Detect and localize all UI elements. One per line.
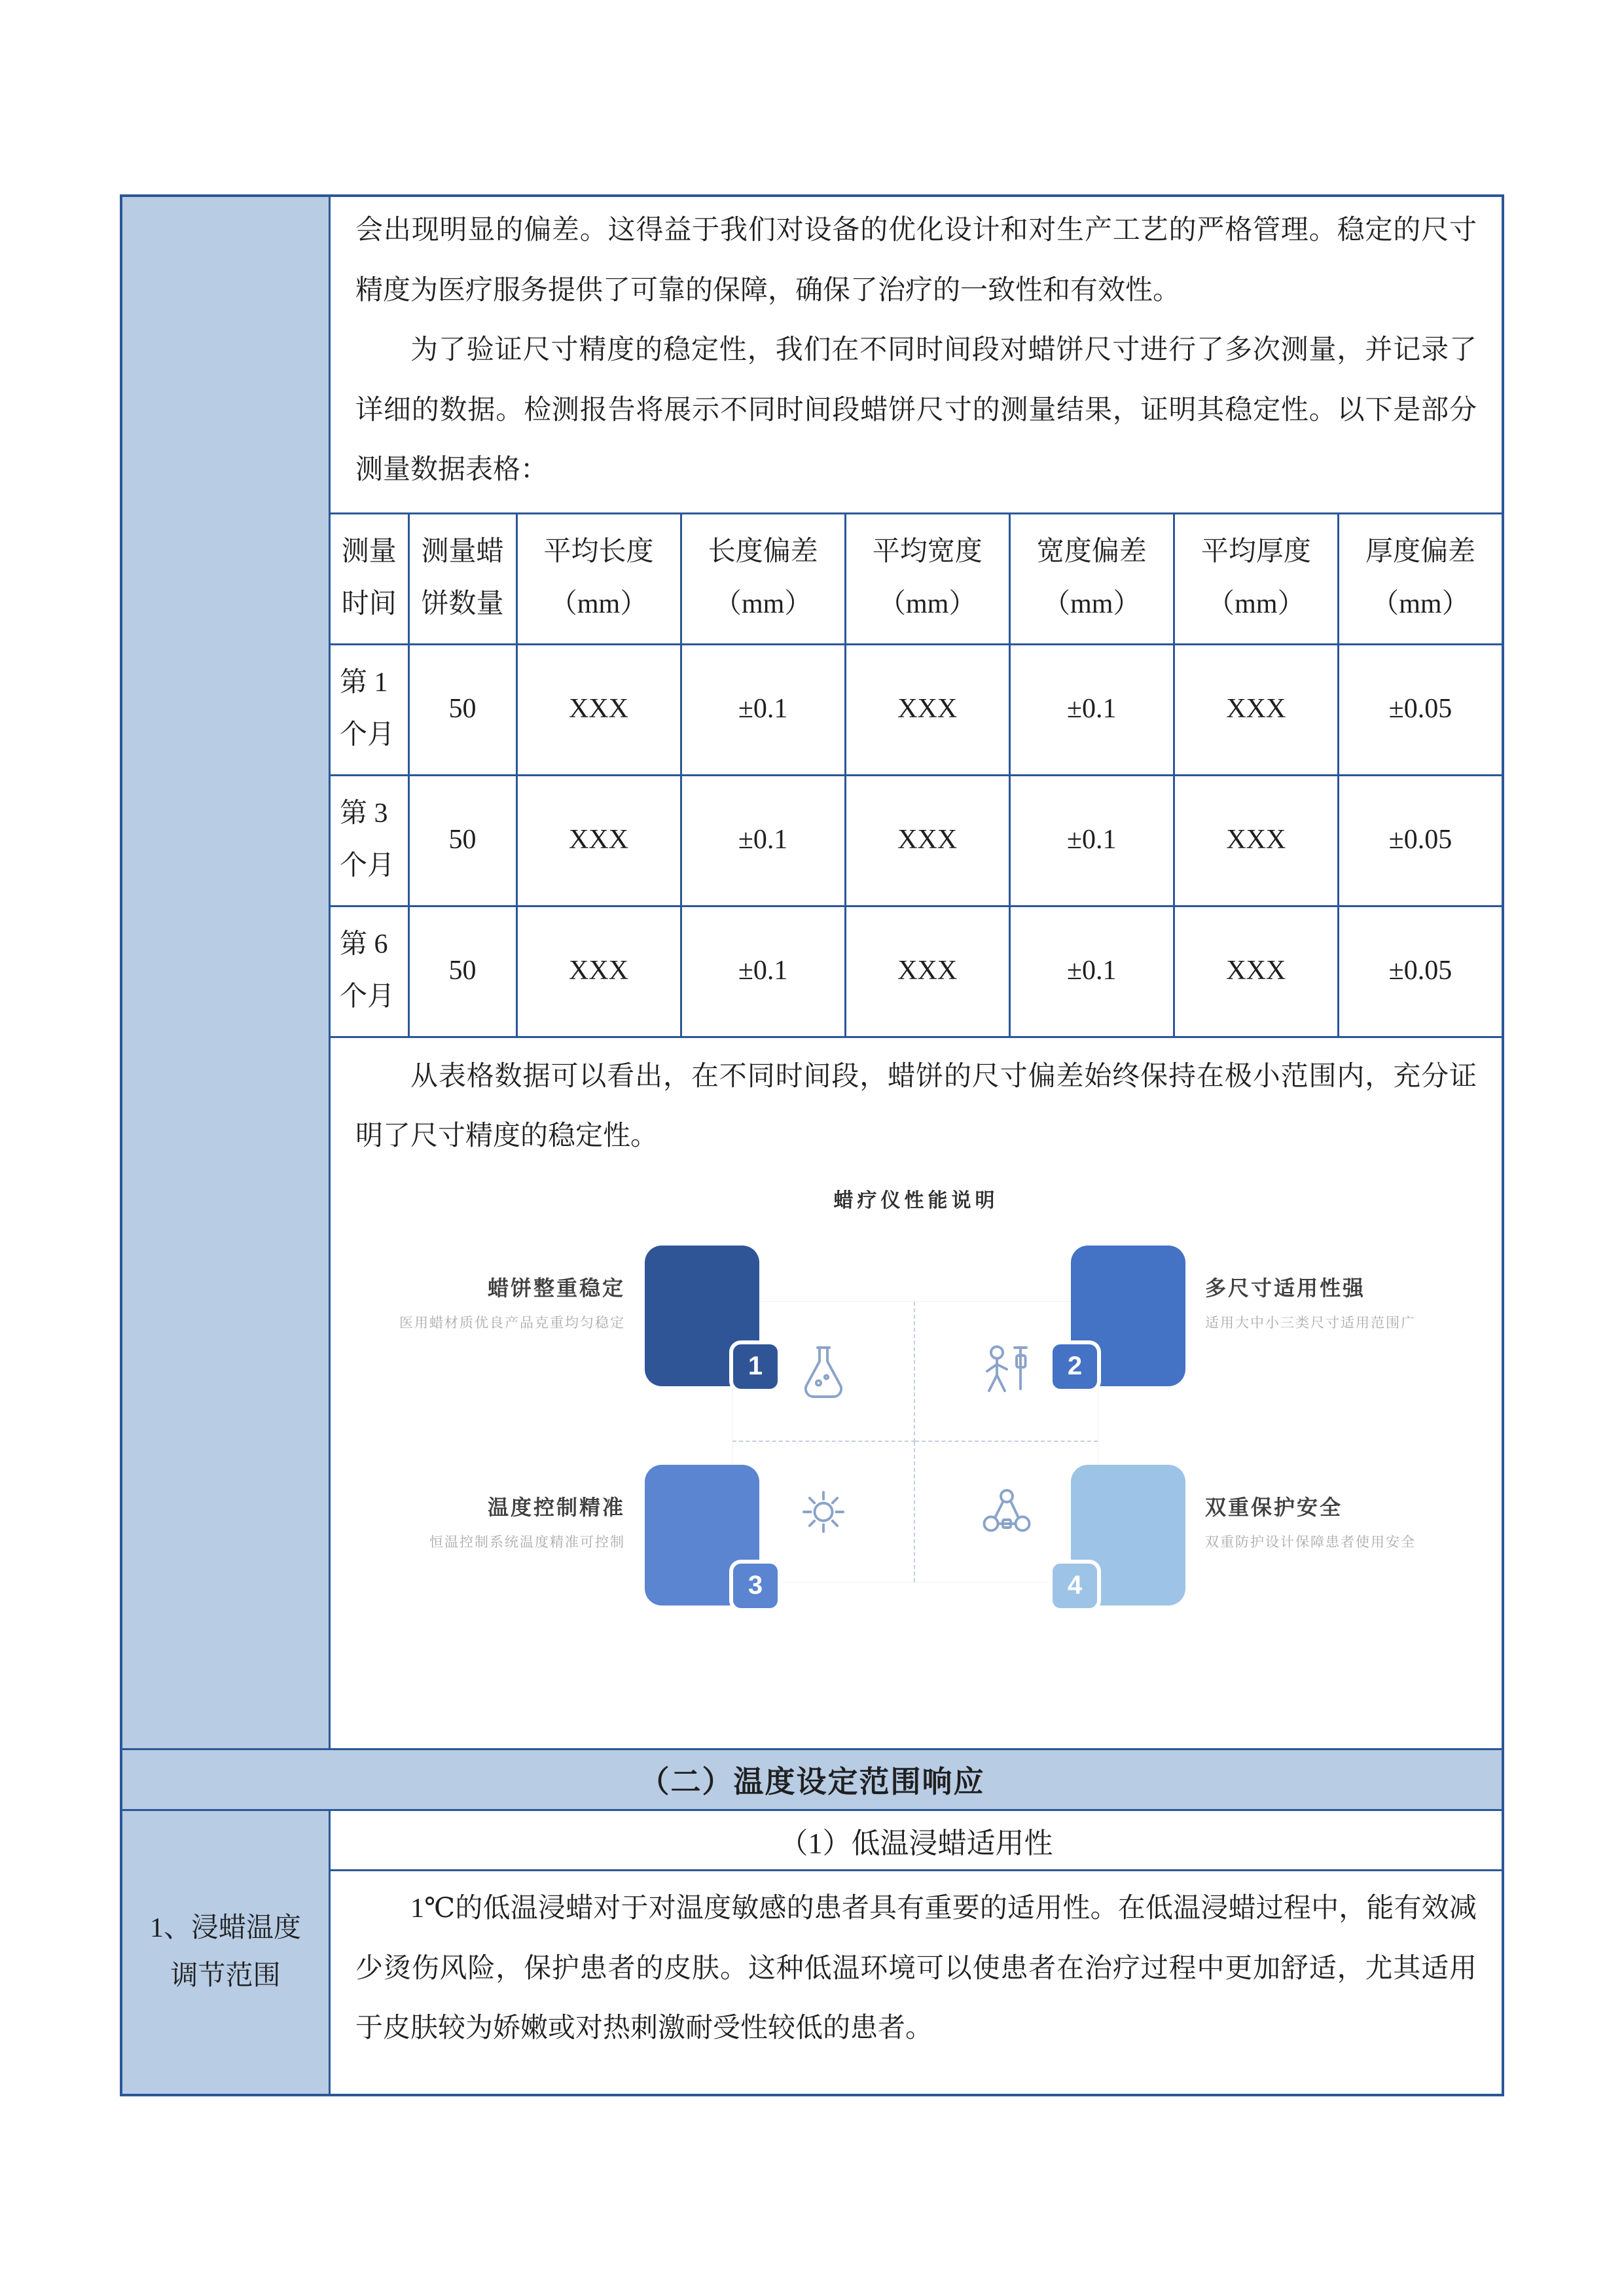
- diagram-label-title: 双重保护安全: [1205, 1495, 1343, 1519]
- table-cell: XXX: [845, 775, 1009, 906]
- table-cell: XXX: [516, 644, 681, 775]
- table-cell: XXX: [516, 775, 681, 906]
- diagram-label-sub: 双重防护设计保障患者使用安全: [1205, 1534, 1416, 1550]
- table-cell: ±0.1: [1009, 906, 1174, 1037]
- diagram-label-sub: 恒温控制系统温度精准可控制: [429, 1534, 625, 1550]
- diagram-title: 蜡疗仪性能说明: [833, 1189, 999, 1211]
- diagram-label-title: 温度控制精准: [487, 1495, 625, 1519]
- table-cell: 第 3 个月: [331, 775, 408, 906]
- document-table: [120, 194, 1504, 2096]
- table-header-row: [331, 513, 1502, 644]
- paragraph: 从表格数据可以看出，在不同时间段，蜡饼的尺寸偏差始终保持在极小范围内，充分证明了尺寸精度的稳定性。: [355, 1061, 1477, 1152]
- table-cell: ±0.1: [681, 775, 845, 906]
- table-cell: ±0.05: [1338, 906, 1502, 1037]
- table-header-cell: 宽度偏差（mm）: [1009, 513, 1174, 644]
- table-header-cell: 厚度偏差（mm）: [1338, 513, 1502, 644]
- table-header-cell: 平均长度（mm）: [516, 513, 681, 644]
- table-header-cell: 长度偏差（mm）: [681, 513, 845, 644]
- step-number: 1: [729, 1340, 782, 1393]
- table-cell: 50: [408, 644, 516, 775]
- diagram-label: [337, 1272, 625, 1332]
- section-content-cell: [331, 1811, 1502, 2094]
- paragraph: 会出现明显的偏差。这得益于我们对设备的优化设计和对生产工艺的严格管理。稳定的尺寸精度为医疗服务提供了可靠的保障，确保了治疗的一致性和有效性。: [355, 215, 1477, 306]
- paragraph: 为了验证尺寸精度的稳定性，我们在不同时间段对蜡饼尺寸进行了多次测量，并记录了详细的数据。检测报告将展示不同时间段蜡饼尺寸的测量结果，证明其稳定性。以下是部分测量数据表格：: [355, 335, 1477, 486]
- empty-sidebar-cell: [122, 197, 331, 1748]
- table-cell: ±0.1: [1009, 644, 1174, 775]
- table-header-cell: 平均宽度（mm）: [845, 513, 1009, 644]
- table-header-cell: 测量蜡饼数量: [408, 513, 516, 644]
- diagram-label: [337, 1491, 625, 1551]
- diagram-label-title: 多尺寸适用性强: [1205, 1276, 1366, 1300]
- diagram-label: [1205, 1491, 1493, 1551]
- step-number: 3: [729, 1560, 782, 1612]
- table-cell: 50: [408, 775, 516, 906]
- section-header: （二）温度设定范围响应: [122, 1748, 1502, 1811]
- table-cell: XXX: [845, 906, 1009, 1037]
- table-cell: ±0.1: [681, 906, 845, 1037]
- diagram-center: [732, 1301, 1098, 1583]
- table-cell: 50: [408, 906, 516, 1037]
- measurement-table: [331, 512, 1502, 1038]
- table-row: [331, 644, 1502, 775]
- performance-diagram: [331, 1184, 1502, 1616]
- table-cell: XXX: [845, 644, 1009, 775]
- diagram-step-3: [645, 1465, 763, 1605]
- table-cell: XXX: [1174, 906, 1338, 1037]
- step-number: 2: [1049, 1340, 1101, 1393]
- table-row: [331, 775, 1502, 906]
- diagram-label-sub: 医用蜡材质优良产品克重均匀稳定: [399, 1315, 625, 1331]
- table-cell: ±0.1: [1009, 775, 1174, 906]
- diagram-label: [1205, 1272, 1493, 1332]
- table-cell: ±0.1: [681, 644, 845, 775]
- diagram-step-1: [645, 1246, 763, 1386]
- table-cell: 第 1 个月: [331, 644, 408, 775]
- step-number: 4: [1049, 1560, 1101, 1612]
- table-cell: ±0.05: [1338, 775, 1502, 906]
- paragraph: 1℃的低温浸蜡对于对温度敏感的患者具有重要的适用性。在低温浸蜡过程中，能有效减少烫伤风险，保护患者的皮肤。这种低温环境可以使患者在治疗过程中更加舒适，尤其适用于皮肤较为娇嫩或对热刺激耐受性较低的患者。: [355, 1893, 1477, 2044]
- diagram-canvas: [331, 1226, 1502, 1625]
- diagram-step-2: [1067, 1246, 1185, 1386]
- table-cell: XXX: [1174, 644, 1338, 775]
- table-header-cell: 平均厚度（mm）: [1174, 513, 1338, 644]
- table-cell: XXX: [1174, 775, 1338, 906]
- diagram-step-4: [1067, 1465, 1185, 1605]
- diagram-label-title: 蜡饼整重稳定: [487, 1276, 625, 1300]
- table-cell: XXX: [516, 906, 681, 1037]
- row-label-cell: 1、浸蜡温度调节范围: [122, 1811, 331, 2094]
- table-header-cell: 测量时间: [331, 513, 408, 644]
- main-content-cell: [331, 197, 1502, 1748]
- subsection-header: （1）低温浸蜡适用性: [331, 1811, 1502, 1871]
- table-cell: ±0.05: [1338, 644, 1502, 775]
- diagram-label-sub: 适用大中小三类尺寸适用范围广: [1205, 1315, 1416, 1331]
- table-cell: 第 6 个月: [331, 906, 408, 1037]
- table-row: [331, 906, 1502, 1037]
